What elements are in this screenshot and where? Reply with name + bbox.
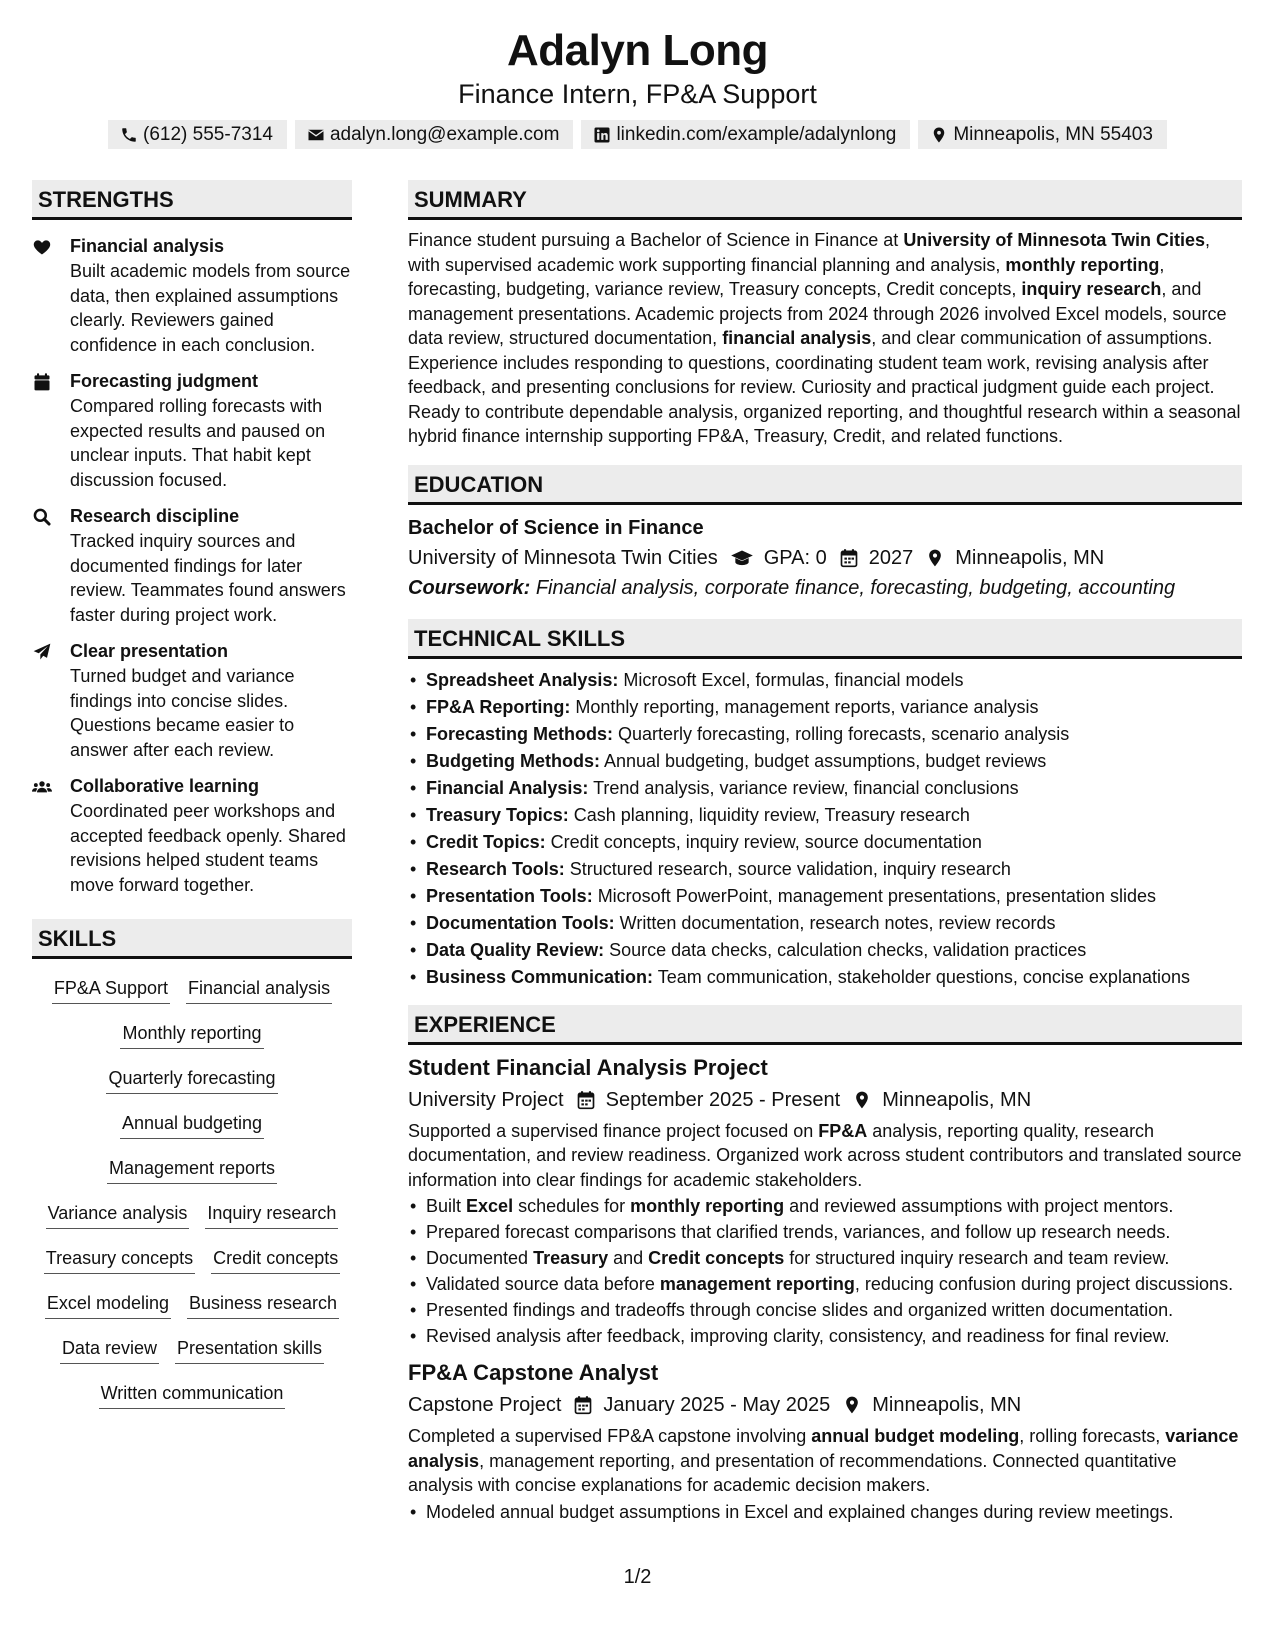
emphasis-text: variance analysis (408, 1426, 1239, 1471)
email-icon (307, 126, 325, 144)
calendar-icon (573, 1395, 593, 1415)
candidate-name: Adalyn Long (507, 26, 768, 75)
skill-tag: Written communication (99, 1380, 286, 1409)
right-column (408, 180, 1242, 1532)
text-run: schedules for (513, 1196, 631, 1216)
users-icon (32, 774, 70, 897)
skill-tag: Treasury concepts (44, 1245, 195, 1274)
job-dates: September 2025 - Present (605, 1088, 841, 1111)
contact-phone[interactable] (108, 120, 287, 149)
strength-title: Financial analysis (70, 236, 225, 256)
job-bullet (408, 1500, 1242, 1524)
location-icon (842, 1395, 862, 1415)
text-run: , reducing confusion during project discussions. (854, 1274, 1234, 1294)
technical-skill-label: FP&A Reporting: (426, 696, 571, 717)
skill-tag: Financial analysis (186, 975, 332, 1004)
degree: Bachelor of Science in Finance (408, 516, 704, 539)
technical-skill-item (408, 802, 1242, 829)
technical-skill-label: Treasury Topics: (426, 804, 569, 825)
text-run: and (608, 1248, 649, 1268)
contact-bar (0, 120, 1275, 149)
technical-skill-item (408, 775, 1242, 802)
emphasis-text: financial analysis (722, 328, 872, 348)
contact-linkedin-text: linkedin.com/example/adalynlong (616, 124, 897, 145)
technical-skill-item (408, 883, 1242, 910)
technical-skill-value: Quarterly forecasting, rolling forecasts, scenario analysis (613, 723, 1070, 744)
emphasis-text: FP&A (818, 1120, 868, 1141)
skills-row (32, 1155, 352, 1200)
job-title: FP&A Capstone Analyst (408, 1360, 659, 1385)
technical-skill-item (408, 694, 1242, 721)
technical-skill-value: Credit concepts, inquiry review, source documentation (545, 831, 982, 852)
contact-email[interactable] (295, 120, 573, 149)
text-run: for structured inquiry research and team review. (784, 1248, 1170, 1268)
technical-skill-label: Spreadsheet Analysis: (426, 669, 619, 690)
location-icon (930, 126, 948, 144)
technical-skills-heading: TECHNICAL SKILLS (408, 619, 1242, 659)
skills-row (32, 1020, 352, 1065)
job-entry (408, 1356, 1242, 1524)
strength-item (32, 774, 352, 897)
strength-text: Tracked inquiry sources and documented findings for later review. Teammates found answers faster during project work. (70, 531, 346, 625)
emphasis-text: inquiry research (1021, 279, 1162, 299)
resume-header (0, 0, 1275, 149)
gpa: GPA: 0 (763, 546, 827, 569)
calendar-icon (32, 369, 70, 492)
strength-text: Coordinated peer workshops and accepted feedback openly. Shared revisions helped student teams move forward together. (70, 801, 346, 895)
emphasis-text: annual budget modeling (811, 1426, 1020, 1446)
job-bullet (408, 1324, 1242, 1348)
job-entry (408, 1051, 1242, 1349)
strength-item (32, 369, 352, 492)
strength-item (32, 639, 352, 762)
job-bullet (408, 1298, 1242, 1322)
skill-tag: Data review (60, 1335, 159, 1364)
skill-tag: Excel modeling (45, 1290, 171, 1319)
skill-tag: Management reports (107, 1155, 277, 1184)
calendar-icon (839, 548, 859, 568)
technical-skill-value: Annual budgeting, budget assumptions, budget reviews (599, 750, 1047, 771)
skills-row (32, 1380, 352, 1425)
summary-heading: SUMMARY (408, 180, 1242, 220)
text-run: , management reporting, and presentation of recommendations. Connected quantitative analysis with concise explanations for academic decision makers. (408, 1450, 1177, 1495)
text-run: , and management presentations. Academic projects from 2024 through 2026 involved Excel models, source data review, structured documentation, (408, 279, 1227, 348)
text-run: Documented (426, 1248, 534, 1268)
job-org: Capstone Project (408, 1394, 562, 1416)
technical-skill-label: Data Quality Review: (426, 939, 605, 960)
strength-title: Research discipline (70, 506, 240, 526)
technical-skills-list (408, 667, 1242, 991)
linkedin-icon (593, 126, 611, 144)
job-meta (408, 1390, 1242, 1420)
job-bullets (408, 1500, 1242, 1524)
job-bullet (408, 1194, 1242, 1218)
skill-tag: Business research (187, 1290, 339, 1319)
experience-heading: EXPERIENCE (408, 1005, 1242, 1045)
technical-skill-value: Monthly reporting, management reports, variance analysis (570, 696, 1039, 717)
page-number: 1/2 (623, 1566, 652, 1588)
technical-skill-label: Forecasting Methods: (426, 723, 614, 744)
technical-skill-item (408, 964, 1242, 991)
skills-row (32, 1065, 352, 1110)
strength-text: Compared rolling forecasts with expected results and paused on unclear inputs. That habit kept discussion focused. (70, 396, 326, 490)
strength-title: Collaborative learning (70, 776, 260, 796)
technical-skill-label: Research Tools: (426, 858, 565, 879)
text-run: Validated source data before (426, 1274, 660, 1294)
skill-tag: Annual budgeting (120, 1110, 264, 1139)
education-meta (408, 543, 1242, 573)
emphasis-text: University of Minnesota Twin Cities (903, 230, 1206, 250)
technical-skill-label: Presentation Tools: (426, 885, 593, 906)
skill-tag: Variance analysis (46, 1200, 190, 1229)
job-bullet (408, 1246, 1242, 1270)
emphasis-text: monthly reporting (1005, 254, 1160, 275)
text-run: Finance student pursuing a Bachelor of Science in Finance at (408, 230, 904, 250)
skill-tag: Presentation skills (175, 1335, 324, 1364)
text-run: Completed a supervised FP&A capstone involving (408, 1426, 812, 1446)
text-run: Built (426, 1196, 467, 1216)
education-heading: EDUCATION (408, 465, 1242, 505)
technical-skill-label: Documentation Tools: (426, 912, 615, 933)
skills-row (32, 975, 352, 1020)
coursework-list: Financial analysis, corporate finance, forecasting, budgeting, accounting (535, 576, 1176, 599)
technical-skill-value: Microsoft Excel, formulas, financial models (618, 669, 964, 690)
left-column (32, 180, 352, 1425)
graduation-cap-icon (730, 548, 754, 568)
technical-skill-value: Cash planning, liquidity review, Treasury research (568, 804, 970, 825)
contact-linkedin[interactable] (581, 120, 910, 149)
strength-item (32, 504, 352, 627)
technical-skill-item (408, 829, 1242, 856)
text-run: analysis, reporting quality, research documentation, and review readiness. Organized work across student contributors and translated source information into clear findings for academic stakeholders. (408, 1120, 1242, 1190)
strength-title: Forecasting judgment (70, 371, 259, 391)
skill-tag: Monthly reporting (120, 1020, 263, 1049)
job-org: University Project (408, 1088, 564, 1111)
technical-skill-value: Team communication, stakeholder questions, concise explanations (653, 966, 1190, 987)
job-meta (408, 1085, 1242, 1115)
text-run: Presented findings and tradeoffs through concise slides and organized written documentation. (426, 1300, 1174, 1320)
technical-skill-label: Credit Topics: (426, 831, 546, 852)
text-run: , rolling forecasts, (1019, 1426, 1166, 1446)
skills-row (32, 1110, 352, 1155)
job-location: Minneapolis, MN (882, 1088, 1032, 1111)
graduation-year: 2027 (868, 546, 914, 569)
candidate-role: Finance Intern, FP&A Support (458, 79, 817, 109)
text-run: , forecasting, budgeting, variance review, Treasury concepts, Credit concepts, (408, 254, 1165, 299)
technical-skill-value: Written documentation, research notes, review records (614, 912, 1056, 933)
summary-text (408, 228, 1242, 449)
text-run: Revised analysis after feedback, improving clarity, consistency, and readiness for final review. (426, 1326, 1170, 1346)
skills-list (32, 975, 352, 1425)
technical-skill-item (408, 748, 1242, 775)
experience-list (408, 1051, 1242, 1524)
strengths-list (32, 234, 352, 897)
education-location: Minneapolis, MN (955, 546, 1105, 569)
coursework-label: Coursework: (408, 576, 531, 599)
phone-icon (120, 126, 138, 144)
technical-skill-label: Budgeting Methods: (426, 750, 600, 771)
emphasis-text: Credit concepts (648, 1248, 785, 1268)
skills-row (32, 1245, 352, 1290)
technical-skill-item (408, 937, 1242, 964)
strength-item (32, 234, 352, 357)
text-run: Prepared forecast comparisons that clarified trends, variances, and follow up research needs. (426, 1222, 1171, 1242)
emphasis-text: management reporting (659, 1274, 855, 1294)
text-run: Supported a supervised finance project focused on (408, 1120, 819, 1141)
technical-skill-item (408, 910, 1242, 937)
school: University of Minnesota Twin Cities (408, 546, 718, 569)
search-icon (32, 504, 70, 627)
emphasis-text: Treasury (533, 1248, 609, 1268)
technical-skill-value: Structured research, source validation, inquiry research (564, 858, 1011, 879)
text-run: , and clear communication of assumptions. Experience includes responding to questions, coordinating student team work, revising analysis after feedback, and presenting conclusions for review. Curiosity and practical judgment guide each project. Ready to contribute dependable analysis, organized reporting, and thoughtful research within a seasonal hybrid finance internship supporting FP&A, Treasury, Credit, and related functions. (408, 328, 1241, 446)
job-bullet (408, 1272, 1242, 1296)
text-run: , with supervised academic work supporting financial planning and analysis, (408, 230, 1211, 275)
job-location: Minneapolis, MN (872, 1394, 1022, 1416)
technical-skill-item (408, 667, 1242, 694)
technical-skill-label: Financial Analysis: (426, 777, 589, 798)
calendar-icon (576, 1090, 596, 1110)
contact-email-text: adalyn.long@example.com (329, 124, 560, 145)
skill-tag: FP&A Support (52, 975, 170, 1004)
technical-skill-label: Business Communication: (426, 966, 654, 987)
job-title: Student Financial Analysis Project (408, 1054, 768, 1080)
technical-skill-value: Source data checks, calculation checks, validation practices (604, 939, 1087, 960)
contact-location (918, 120, 1167, 149)
skill-tag: Credit concepts (211, 1245, 340, 1274)
strength-title: Clear presentation (70, 641, 229, 661)
contact-location-text: Minneapolis, MN 55403 (953, 124, 1153, 145)
text-run: Modeled annual budget assumptions in Excel and explained changes during review meetings. (426, 1501, 1174, 1522)
skills-heading: SKILLS (32, 919, 352, 959)
heart-icon (32, 234, 70, 357)
skills-row (32, 1200, 352, 1245)
contact-phone-text: (612) 555-7314 (143, 124, 273, 145)
strengths-heading: STRENGTHS (32, 180, 352, 220)
technical-skill-item (408, 856, 1242, 883)
location-icon (925, 548, 945, 568)
skill-tag: Inquiry research (205, 1200, 338, 1229)
job-bullets (408, 1194, 1242, 1348)
technical-skill-value: Microsoft PowerPoint, management presentations, presentation slides (592, 885, 1156, 906)
technical-skill-value: Trend analysis, variance review, financial conclusions (588, 777, 1019, 798)
text-run: and reviewed assumptions with project mentors. (784, 1196, 1174, 1216)
coursework (408, 573, 1242, 603)
strength-text: Turned budget and variance findings into concise slides. Questions became easier to answer after each review. (70, 666, 295, 760)
emphasis-text: Excel (466, 1196, 514, 1216)
emphasis-text: monthly reporting (630, 1196, 785, 1216)
job-description (408, 1119, 1242, 1193)
paper-plane-icon (32, 639, 70, 762)
job-description (408, 1424, 1242, 1498)
job-bullet (408, 1220, 1242, 1244)
skills-row (32, 1290, 352, 1335)
skills-row (32, 1335, 352, 1380)
skill-tag: Quarterly forecasting (106, 1065, 277, 1094)
job-dates: January 2025 - May 2025 (603, 1394, 831, 1416)
strength-text: Built academic models from source data, then explained assumptions clearly. Reviewers gained confidence in each conclusion. (70, 261, 351, 355)
location-icon (852, 1090, 872, 1110)
technical-skill-item (408, 721, 1242, 748)
education-entry (408, 513, 1242, 603)
